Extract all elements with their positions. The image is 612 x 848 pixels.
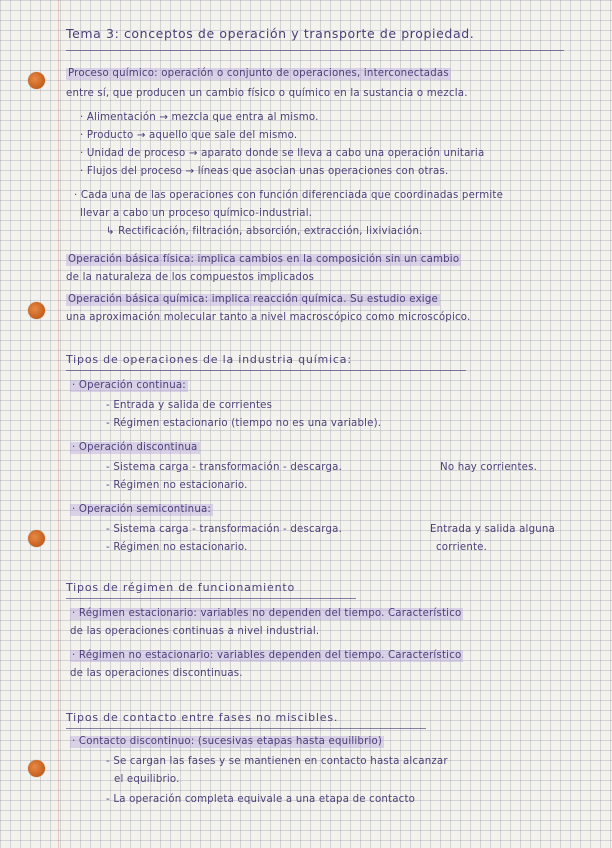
heading-underline: [66, 370, 466, 371]
op-continua: · Operación continua:: [72, 380, 186, 391]
quimica-line-1: Operación básica química: implica reacción química. Su estudio exige: [68, 294, 438, 305]
margin-line: [58, 0, 59, 848]
page-title: Tema 3: conceptos de operación y transporte de propiedad.: [66, 26, 475, 41]
op-discontinua-note: No hay corrientes.: [440, 462, 538, 473]
regimen-estacionario-1: · Régimen estacionario: variables no dependen del tiempo. Característico: [72, 608, 462, 619]
binder-hole: [28, 72, 45, 89]
contacto-line-1: - Se cargan las fases y se mantienen en contacto hasta alcanzar: [106, 756, 448, 767]
heading-underline: [66, 598, 356, 599]
quimica-line-2: una aproximación molecular tanto a nivel macroscópico como microscópico.: [66, 312, 471, 323]
op-discontinua-2: - Régimen no estacionario.: [106, 480, 248, 491]
operaciones-examples: ↳ Rectificación, filtración, absorción, extracción, lixiviación.: [106, 226, 423, 237]
bullet-flujos: · Flujos del proceso → líneas que asocian unas operaciones con otras.: [80, 166, 449, 177]
binder-hole: [28, 302, 45, 319]
binder-hole: [28, 760, 45, 777]
contacto-heading: Tipos de contacto entre fases no miscibles.: [66, 711, 339, 724]
fisica-line-2: de la naturaleza de los compuestos implicados: [66, 272, 315, 283]
title-underline: [66, 50, 564, 51]
contacto-line-2: el equilibrio.: [114, 774, 180, 785]
bullet-producto: · Producto → aquello que sale del mismo.: [80, 130, 298, 141]
op-semicontinua-1: - Sistema carga - transformación - descarga.: [106, 524, 343, 535]
binder-hole: [28, 530, 45, 547]
op-semicontinua-note: Entrada y salida alguna: [430, 524, 555, 535]
operaciones-line-1: · Cada una de las operaciones con función diferenciada que coordinadas permite: [74, 190, 504, 201]
op-semicontinua-2: - Régimen no estacionario.: [106, 542, 248, 553]
op-discontinua: · Operación discontinua: [72, 442, 198, 453]
tipos-operaciones-heading: Tipos de operaciones de la industria química:: [66, 353, 352, 366]
regimen-no-estacionario-2: de las operaciones discontinuas.: [70, 668, 243, 679]
heading-underline: [66, 728, 426, 729]
fisica-line-1: Operación básica física: implica cambios en la composición sin un cambio: [68, 254, 460, 265]
op-semicontinua-note-2: corriente.: [436, 542, 488, 553]
proceso-line-1: Proceso químico: operación o conjunto de operaciones, interconectadas: [68, 68, 449, 79]
bullet-unidad: · Unidad de proceso → aparato donde se lleva a cabo una operación unitaria: [80, 148, 485, 159]
operaciones-line-2: llevar a cabo un proceso químico-industrial.: [80, 208, 313, 219]
regimen-no-estacionario-1: · Régimen no estacionario: variables dependen del tiempo. Característico: [72, 650, 462, 661]
op-continua-1: - Entrada y salida de corrientes: [106, 400, 273, 411]
contacto-discontinuo: · Contacto discontinuo: (sucesivas etapas hasta equilibrio): [72, 736, 383, 747]
regimen-heading: Tipos de régimen de funcionamiento: [66, 581, 296, 594]
contacto-line-3: - La operación completa equivale a una etapa de contacto: [106, 794, 416, 805]
op-discontinua-1: - Sistema carga - transformación - descarga.: [106, 462, 343, 473]
op-continua-2: - Régimen estacionario (tiempo no es una variable).: [106, 418, 382, 429]
bullet-alimentacion: · Alimentación → mezcla que entra al mismo.: [80, 112, 319, 123]
op-semicontinua: · Operación semicontinua:: [72, 504, 212, 515]
regimen-estacionario-2: de las operaciones continuas a nivel industrial.: [70, 626, 320, 637]
proceso-line-2: entre sí, que producen un cambio físico o químico en la sustancia o mezcla.: [66, 88, 468, 99]
